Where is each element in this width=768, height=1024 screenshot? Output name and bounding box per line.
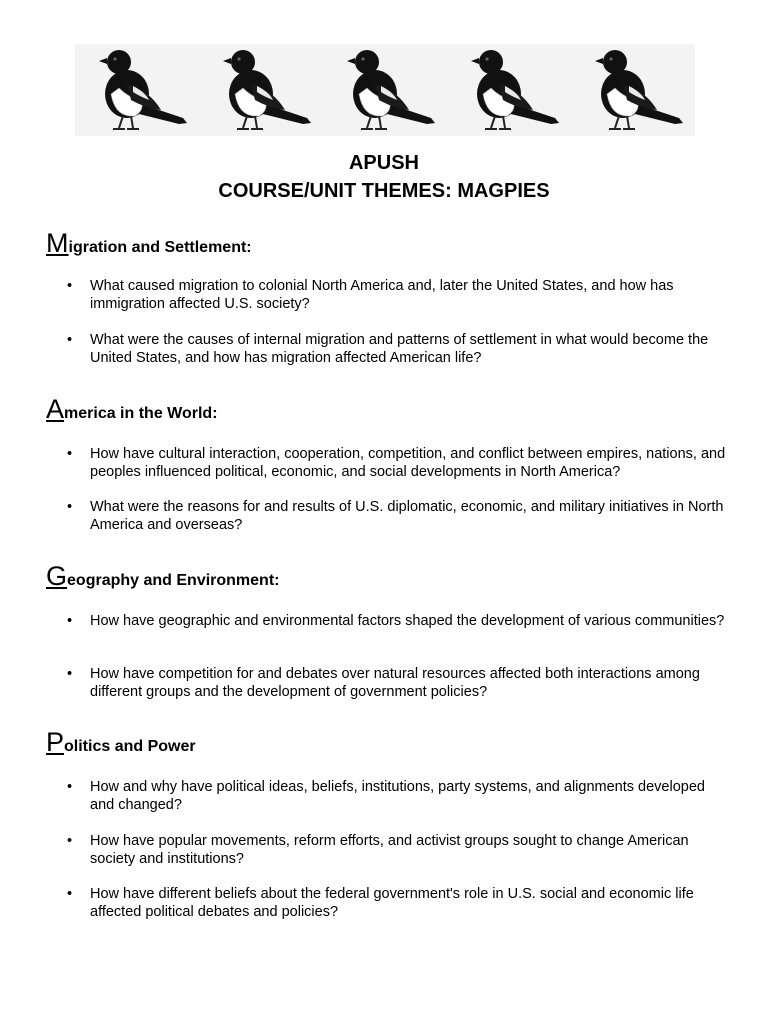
bullet-icon: • bbox=[67, 332, 73, 348]
list-item: • What were the causes of internal migration and patterns of settlement in what would become the United States, and how has migration affected American life? bbox=[67, 332, 709, 366]
list-item: • How have different beliefs about the federal government's role in U.S. social and economic life affected political debates and policies? bbox=[67, 886, 694, 920]
list-item: • How have popular movements, reform efforts, and activist groups sought to change American society and institutions? bbox=[67, 833, 689, 867]
section-title: igration and Settlement: bbox=[68, 239, 252, 256]
bullet-icon: • bbox=[67, 886, 73, 902]
section-title: olitics and Power bbox=[64, 738, 196, 755]
list-item: • How have competition for and debates over natural resources affected both interactions among different groups and the development of government policies? bbox=[67, 666, 700, 700]
bullet-icon: • bbox=[67, 499, 73, 515]
section-initial: P bbox=[46, 727, 65, 757]
bullet-icon: • bbox=[67, 278, 73, 294]
bullet-icon: • bbox=[67, 446, 73, 462]
magpie-bird-icon bbox=[75, 44, 199, 136]
section-title: merica in the World: bbox=[64, 405, 218, 422]
magpie-banner bbox=[70, 44, 690, 136]
bullet-icon: • bbox=[67, 613, 73, 629]
page-title: APUSH bbox=[348, 152, 419, 174]
list-item: • How have cultural interaction, cooperation, competition, and conflict between empires, nations, and peoples influenced political, economic, and social developments in North America? bbox=[67, 446, 726, 480]
section-initial: G bbox=[46, 561, 68, 591]
list-item: • What caused migration to colonial North America and, later the United States, and how has immigration affected U.S. society? bbox=[67, 278, 674, 312]
bullet-icon: • bbox=[67, 666, 73, 682]
bullet-icon: • bbox=[67, 833, 73, 849]
section-initial: A bbox=[46, 394, 65, 424]
bullet-icon: • bbox=[67, 779, 73, 795]
list-item: • How and why have political ideas, beliefs, institutions, party systems, and alignments developed and changed? bbox=[67, 779, 705, 813]
section-heading-politics bbox=[46, 727, 196, 763]
section-heading-migration bbox=[46, 228, 252, 264]
section-initial: M bbox=[46, 228, 69, 258]
section-heading-america bbox=[46, 394, 218, 430]
magpie-bird-icon bbox=[323, 44, 447, 136]
list-item: • How have geographic and environmental factors shaped the development of various communities? bbox=[67, 613, 725, 629]
magpie-bird-icon bbox=[571, 44, 695, 136]
list-item: • What were the reasons for and results of U.S. diplomatic, economic, and military initiatives in North America and overseas? bbox=[67, 499, 724, 533]
section-title: eography and Environment: bbox=[67, 572, 280, 589]
page-subtitle: COURSE/UNIT THEMES: MAGPIES bbox=[218, 180, 550, 202]
section-heading-geography bbox=[46, 561, 279, 597]
magpie-bird-icon bbox=[199, 44, 323, 136]
magpie-bird-icon bbox=[447, 44, 571, 136]
